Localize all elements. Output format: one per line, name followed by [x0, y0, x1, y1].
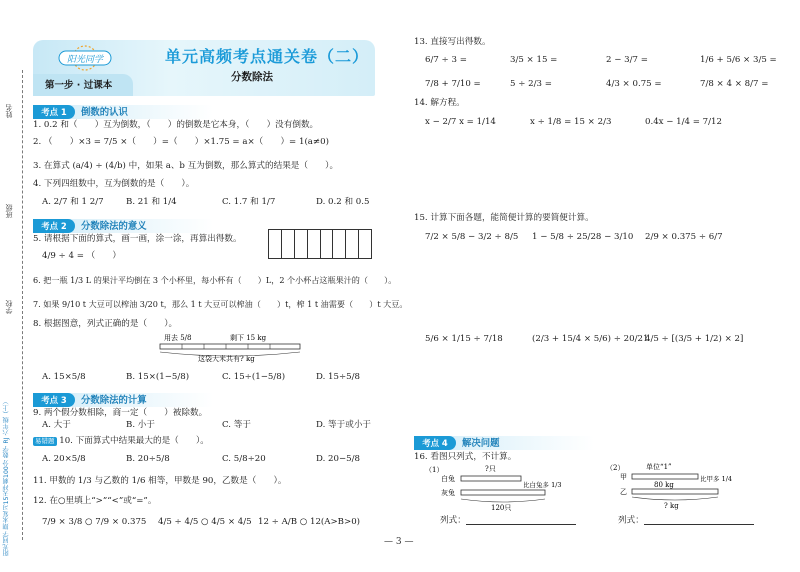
class-label: 班级: [5, 204, 13, 218]
q8-option-d: D. 15÷5/8: [316, 372, 361, 382]
question-11: 11. 甲数的 1/3 与乙数的 1/6 相等，甲数是 90，乙数是（ ）。: [33, 476, 287, 486]
q15-r1-c2: 1 − 5/8 ÷ 25/28 − 3/10: [532, 232, 634, 242]
question-6: 6. 把一瓶 1/3 L 的果汁平均倒在 3 个小杯里，每小杯有（ ）L，2 个小杯占这瓶果汁的（ ）。: [33, 275, 397, 285]
question-1: 1. 0.2 和（ ）互为倒数，（ ）的倒数是它本身，（ ）没有倒数。: [33, 120, 319, 130]
question-12: 12. 在○里填上“>”“<”或“=”。: [33, 496, 157, 506]
q9-option-d: D. 等于或小于: [316, 420, 372, 430]
q14-item-3: 0.4x − 1/4 = 7/12: [645, 117, 722, 127]
diagram-2-label: （2）: [606, 464, 625, 472]
q12-item-3: 12 ÷ A/B ○ 12(A>B>0): [258, 517, 361, 527]
bottom-quantity: 120只: [491, 504, 512, 512]
q10-option-c: C. 5/8÷20: [222, 454, 266, 464]
q15-r2-c3: 4/5 ÷ [(3/5 + 1/2) × 2]: [645, 334, 744, 344]
formula-label: 列式：: [440, 515, 466, 526]
grid-cell[interactable]: [321, 230, 334, 258]
option-c: C. 1.7 和 1/7: [222, 197, 276, 207]
q8-option-a: A. 15×5/8: [42, 372, 86, 382]
question-13: 13. 直接写出得数。: [414, 37, 491, 47]
more-than-jia-note: 比甲多 1/4: [700, 475, 733, 483]
grid-cell[interactable]: [346, 230, 359, 258]
logo-text: 阳光同学: [66, 55, 104, 65]
yi-label: 乙: [620, 488, 627, 496]
school-label: 学校: [5, 300, 13, 314]
question-9: 9. 两个假分数相除，商一定（ ）被除数。: [33, 408, 208, 418]
formula-line-2[interactable]: [618, 516, 754, 525]
total-label: 这袋大米共有? kg: [198, 355, 255, 363]
bottom-quantity: ? kg: [664, 502, 679, 510]
diagram-1-label: （1）: [425, 466, 444, 474]
q14-item-1: x − 2/7 x = 1/14: [425, 117, 496, 127]
section-tag: 考点 3: [33, 393, 75, 407]
answer-blank[interactable]: [644, 516, 754, 525]
more-note: 比白兔多 1/3: [523, 481, 562, 489]
page-subtitle: 分数除法: [231, 71, 273, 83]
question-8: 8. 根据图意，列式正确的是（ ）。: [33, 319, 178, 329]
rabbit-diagram: [425, 463, 575, 513]
q15-r2-c1: 5/6 × 1/15 ÷ 7/18: [425, 334, 503, 344]
q13-r2-c2: 5 ÷ 2/3 =: [510, 79, 552, 89]
question-3: 3. 在算式 (a/4) ÷ (4/b) 中，如果 a、b 互为倒数，那么算式的结果是（ ）。: [33, 161, 339, 171]
q15-r1-c1: 7/2 × 5/8 − 3/2 ÷ 8/5: [425, 232, 519, 242]
q13-r1-c1: 6/7 ÷ 3 =: [425, 55, 467, 65]
drawing-grid[interactable]: [268, 229, 372, 259]
q12-item-2: 4/5 ÷ 4/5 ○ 4/5 × 4/5: [158, 517, 252, 527]
header-banner: [33, 40, 375, 96]
question-10-stem: 10. 下面算式中结果最大的是（ ）。: [59, 436, 209, 446]
q13-r2-c3: 4/3 × 0.75 =: [606, 79, 662, 89]
option-a: A. 2/7 和 1 2/7: [42, 197, 104, 207]
formula-label: 列式：: [618, 515, 644, 526]
q15-r2-c2: (2/3 + 15/4 × 5/6) ÷ 20/21: [532, 334, 649, 344]
q9-option-a: A. 大于: [42, 420, 71, 430]
question-15: 15. 计算下面各题，能简便计算的要简便计算。: [414, 213, 594, 223]
question-10: [33, 437, 209, 446]
question-5: 5. 请根据下面的算式，画一画，涂一涂，再算出得数。: [33, 234, 242, 244]
question-7: 7. 如果 9/10 t 大豆可以榨油 3/20 t，那么 1 t 大豆可以榨油（ ）t，榨 1 t 油需要（ ）t 大豆。: [33, 299, 408, 309]
error-prone-tag: 易错题: [35, 437, 55, 445]
q10-option-d: D. 20−5/8: [316, 454, 361, 464]
formula-line-1[interactable]: [440, 516, 576, 525]
mid-quantity: 80 kg: [654, 481, 674, 489]
q13-r2-c4: 7/8 × 4 × 8/7 =: [700, 79, 769, 89]
grid-cell[interactable]: [308, 230, 321, 258]
section-header-1: [33, 105, 213, 119]
section-header-3: [33, 393, 213, 407]
ab-diagram: [606, 461, 756, 511]
question-5-expression: 4/9 ÷ 4 = （ ）: [42, 251, 122, 261]
q10-option-b: B. 20÷5/8: [126, 454, 170, 464]
white-rabbit-label: 白兔: [441, 475, 455, 483]
option-b: B. 21 和 1/4: [126, 197, 177, 207]
jia-label: 甲: [620, 473, 627, 481]
unit-label: 单位“1”: [646, 463, 672, 471]
section-tag: 考点 1: [33, 105, 75, 119]
q13-r1-c4: 1/6 + 5/6 × 3/5 =: [700, 55, 777, 65]
grid-cell[interactable]: [269, 230, 282, 258]
top-quantity: ?只: [485, 465, 496, 473]
q9-option-c: C. 等于: [222, 420, 251, 430]
section-header-2: [33, 219, 213, 233]
section-tag: 考点 2: [33, 219, 75, 233]
grid-cell[interactable]: [282, 230, 295, 258]
sun-logo-icon: [43, 43, 127, 73]
q14-item-2: x ÷ 1/8 = 15 × 2/3: [530, 117, 612, 127]
grid-cell[interactable]: [359, 230, 371, 258]
step-label: 第一步 · 过课本: [45, 80, 113, 91]
rice-bag-diagram: [150, 330, 310, 366]
section-header-4: [414, 436, 594, 450]
grey-rabbit-label: 灰兔: [441, 489, 455, 497]
option-d: D. 0.2 和 0.5: [316, 197, 370, 207]
section-tag: 考点 4: [414, 436, 456, 450]
page-number: — 3 —: [384, 537, 414, 547]
page-title: 单元高频考点通关卷（二）: [165, 47, 370, 66]
remaining-label: 剩下 15 kg: [230, 334, 267, 342]
q13-r1-c3: 2 − 3/7 =: [606, 55, 648, 65]
q13-r2-c1: 7/8 + 7/10 =: [425, 79, 481, 89]
question-16: 16. 看图只列式，不计算。: [414, 452, 517, 462]
section-title: 倒数的认识: [81, 107, 128, 118]
grid-cell[interactable]: [295, 230, 308, 258]
binding-line: [22, 70, 23, 540]
q15-r1-c3: 2/9 × 0.375 ÷ 6/7: [645, 232, 723, 242]
q8-option-b: B. 15×(1−5/8): [126, 372, 190, 382]
q9-option-b: B. 小于: [126, 420, 155, 430]
section-title: 分数除法的意义: [81, 221, 147, 232]
question-2: 2. （ ）×3 = 7/5 ×（ ）=（ ）×1.75 = a×（ ）= 1(a≠0): [33, 137, 329, 147]
section-title: 解决问题: [462, 438, 500, 449]
question-4: 4. 下列四组数中，互为倒数的是（ ）。: [33, 179, 195, 189]
section-title: 分数除法的计算: [81, 395, 147, 406]
question-14: 14. 解方程。: [414, 98, 465, 108]
answer-blank[interactable]: [466, 516, 576, 525]
q12-item-1: 7/9 × 3/8 ○ 7/9 × 0.375: [42, 517, 147, 527]
q10-option-a: A. 20×5/8: [42, 454, 86, 464]
q8-option-c: C. 15÷(1−5/8): [222, 372, 286, 382]
q13-r1-c2: 3/5 × 15 =: [510, 55, 558, 65]
grid-cell[interactable]: [333, 230, 346, 258]
brand-strip: 阳光同学 期末复习15天冲刺100分 数学 RJ 六年级（上）: [3, 398, 10, 556]
name-label: 姓名: [5, 104, 13, 118]
used-label: 用去 5/8: [164, 334, 192, 342]
